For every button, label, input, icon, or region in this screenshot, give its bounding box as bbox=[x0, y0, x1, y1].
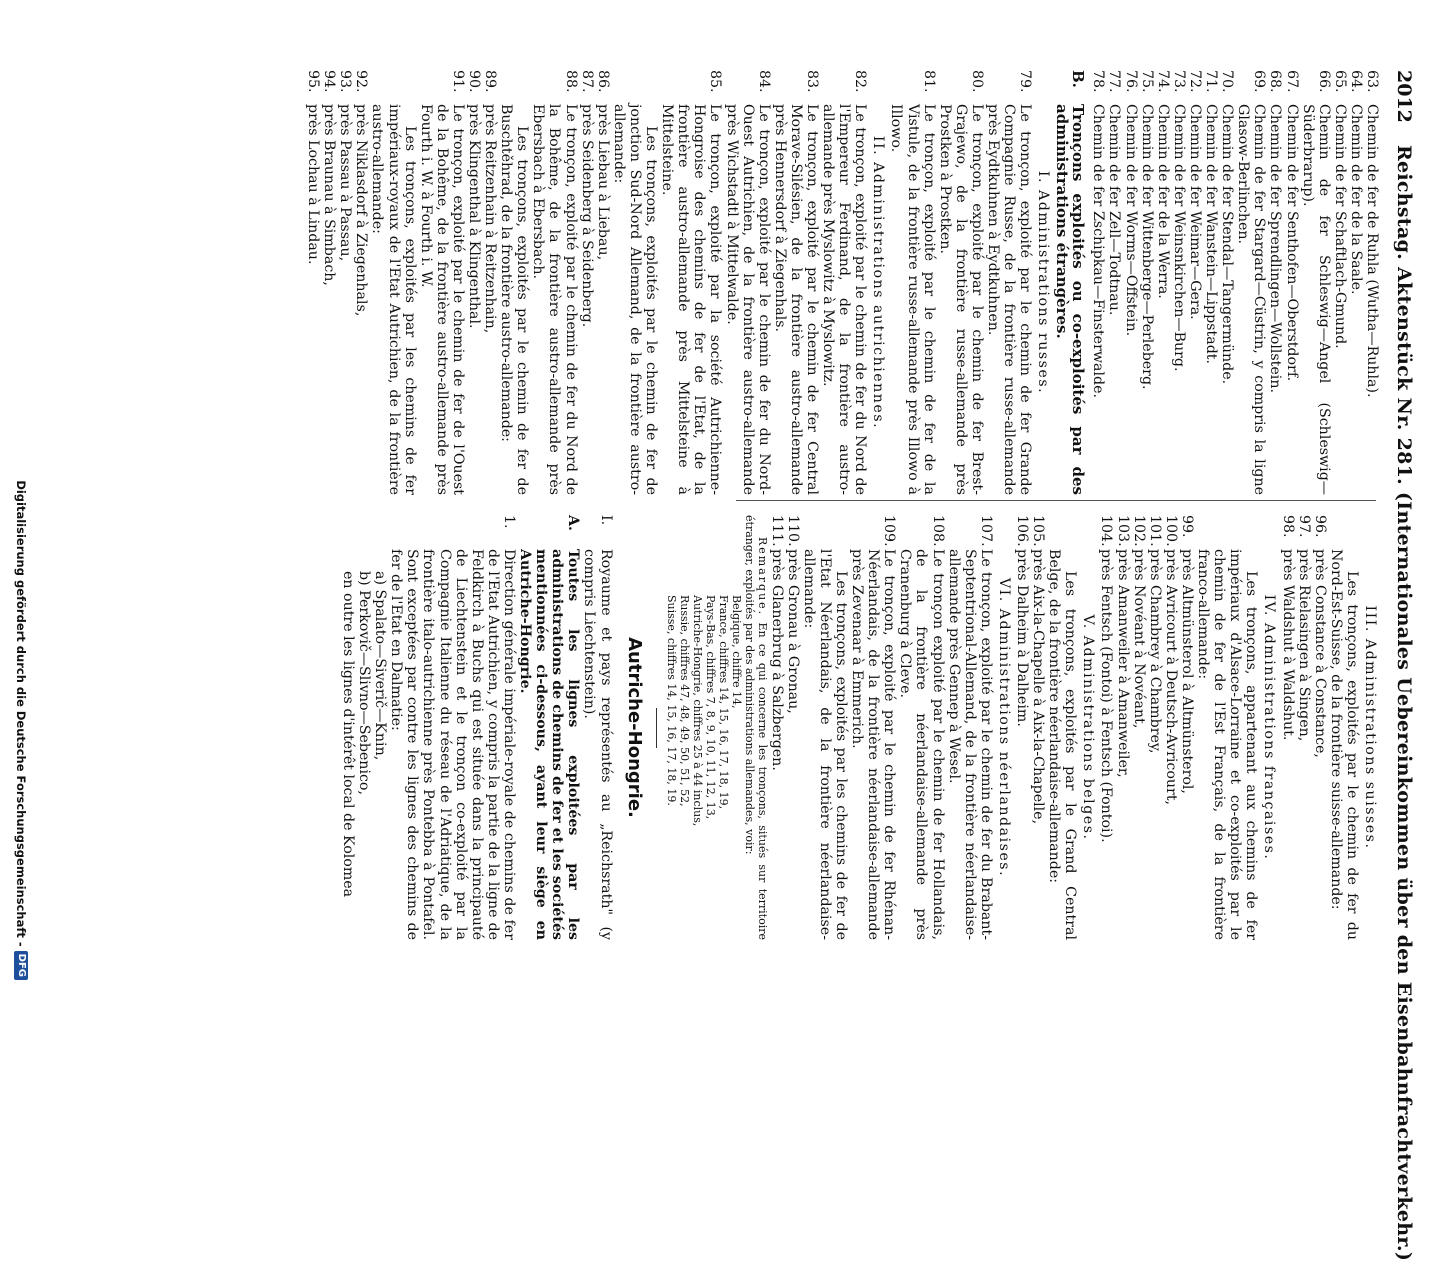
page-header bbox=[1384, 70, 1424, 1261]
entry bbox=[937, 70, 985, 495]
entry-text: près Gronau à Gronau, bbox=[784, 549, 801, 714]
subsection-heading: I. Administrations russes. bbox=[1035, 170, 1052, 395]
entry-number: 111. bbox=[768, 515, 785, 547]
section-label: B. bbox=[1069, 70, 1088, 88]
paragraph: Les tronçons, exploités par les chemins de fer de l'Etat Néerlandais, de la frontière néerlandaise-allemande: bbox=[800, 549, 849, 940]
entry bbox=[1131, 515, 1147, 940]
entry-number: 1. bbox=[500, 515, 517, 529]
entry bbox=[769, 515, 785, 940]
list-item: Suisse, chiffres 14, 15, 16, 17, 18, 19. bbox=[664, 595, 678, 806]
sub-item: a) Spalato—Siverič—Knin, bbox=[372, 571, 389, 761]
subsection-heading: V. Administrations belges. bbox=[1080, 614, 1097, 841]
page-number: 2012 bbox=[1393, 70, 1415, 123]
entry bbox=[1300, 70, 1332, 495]
entry-text: Chemin de fer Stargard—Cüstrin, y compris la ligne Glasow-Berlinchen. bbox=[1235, 104, 1268, 495]
entry-number: 70. bbox=[1219, 70, 1236, 93]
entry bbox=[897, 515, 945, 940]
entry-number: 90. bbox=[466, 70, 483, 93]
entry bbox=[1296, 515, 1312, 940]
entry-number: 83. bbox=[804, 70, 820, 93]
entry-number: 105. bbox=[1030, 515, 1047, 547]
entry bbox=[305, 70, 321, 495]
entry-text: près Lochau à Lindau. bbox=[305, 104, 322, 265]
paragraph: Les tronçons, exploités par le chemin de fer du Nord-Est-Suisse, de la frontière suisse-allemande: bbox=[1327, 549, 1360, 940]
entry-number: 100. bbox=[1162, 515, 1179, 547]
entries-list bbox=[849, 515, 994, 940]
entry-number: I. bbox=[597, 515, 614, 526]
list-item: Belgique, chiffre 14, bbox=[729, 595, 743, 709]
entries-list bbox=[1090, 70, 1380, 495]
entry-number: 71. bbox=[1203, 70, 1220, 93]
entry-text: Chemin de fer Zschipkau—Finsterwalde. bbox=[1090, 104, 1107, 398]
entry-text: près Seidenberg à Seidenberg. bbox=[578, 104, 595, 328]
page-title: Reichstag. Aktenstück Nr. 281. (Internationales Uebereinkommen über den Eisenbahnfrachtverkehr.) bbox=[1393, 144, 1415, 1261]
entry bbox=[659, 70, 723, 495]
entries-list bbox=[530, 70, 610, 495]
list-item: Russie, chiffres 47, 48, 49, 50, 51, 52, bbox=[677, 595, 691, 807]
entries-list bbox=[769, 515, 801, 940]
entry-number: 99. bbox=[1178, 515, 1195, 538]
entry-number: 98. bbox=[1279, 515, 1296, 538]
list-item: France, chiffres 14, 15, 16, 17, 18, 19, bbox=[716, 595, 730, 810]
entry bbox=[1163, 515, 1179, 940]
entry-text: Le tronçon, exploité par le chemin de fer du Brabant-Septentrional-Allemand, de la frontière néerlandaise-allemande près Gennep à Wesel. bbox=[945, 549, 994, 940]
entry bbox=[418, 70, 466, 495]
subsection-heading: VI. Administrations néerlandaises. bbox=[995, 577, 1012, 878]
subsection-heading: II. Administrations autrichiennes. bbox=[870, 135, 887, 430]
entry-text: Chemin de fer Schaftlach-Gmund. bbox=[1331, 104, 1348, 349]
entry bbox=[1203, 70, 1219, 495]
entry bbox=[1098, 515, 1114, 940]
section-text: Tronçons exploités ou co-exploités par des administrations étrangères. bbox=[1052, 104, 1088, 495]
entry bbox=[1030, 515, 1046, 940]
entry-text: Le tronçon, exploité par le chemin de fer du Nord de l'Empereur Ferdinand, de la frontière austro-allemande près Myslowitz à Myslowitz. bbox=[820, 104, 869, 495]
entry-text: Le tronçon, exploité par le chemin de fer Brest-Grajewo, de la frontière russe-allemande près Prostken à Prostken. bbox=[936, 104, 985, 495]
dfg-logo: DFG bbox=[14, 951, 28, 980]
entry-number: 91. bbox=[449, 70, 466, 93]
entry bbox=[353, 70, 369, 495]
entry-number: 68. bbox=[1267, 70, 1284, 93]
left-column bbox=[305, 70, 1380, 495]
entry bbox=[1106, 70, 1122, 495]
entry-text: Direction générale impériale-royale de chemins de fer de l'Etat Autrichien, y compris la partie de la ligne de Feldkirch à Buchs qui est située dans la principauté de Liechtenstein et le tronçon co-exploité par la Compagnie Italienne du réseau de l'Adriatique, de la frontière italo-autrichienne près Pontebba à Pontafel. Sont exceptées par contre les lignes des chemins de fer de l'Etat en Dalmatie: bbox=[388, 549, 517, 940]
entry bbox=[1219, 70, 1235, 495]
entry-text: Chemin de fer Wittenberge—Perleberg. bbox=[1138, 104, 1155, 390]
entry-number: 80. bbox=[968, 70, 985, 93]
entry-text: Le tronçon, exploité par la société Autrichienne-Hongroise des chemins de fer de l'Etat, de la frontière austro-allemande près Mittelsteine à Mittelsteine. bbox=[659, 104, 724, 495]
entry bbox=[1123, 70, 1139, 495]
entry bbox=[946, 515, 994, 940]
entry-number: 81. bbox=[920, 70, 937, 93]
entry-text: Chemin de fer Weinsnkirchen—Burg. bbox=[1170, 104, 1187, 372]
entry bbox=[579, 70, 595, 495]
entry-text: près Rielasingen à Singen, bbox=[1295, 549, 1312, 742]
entry-text: près Novéant à Novéant, bbox=[1130, 549, 1147, 729]
entry-number: 65. bbox=[1331, 70, 1348, 93]
entry-number: 103. bbox=[1114, 515, 1131, 547]
entry-number: 77. bbox=[1106, 70, 1123, 93]
entry bbox=[1139, 70, 1155, 495]
paragraph: Les tronçons, exploités par le chemin de fer de jonction Sud-Nord Allemand, de la frontière austro-allemande: bbox=[610, 104, 660, 495]
entry-text: Le tronçon, exploité par le chemin de fer de la Vistule, de la frontière russe-allemande près Illowo à Illowo. bbox=[888, 104, 937, 495]
column-divider bbox=[736, 500, 1376, 501]
entry-text: près Braunau à Simbach, bbox=[321, 104, 338, 286]
entry-number: 109. bbox=[881, 515, 898, 547]
entry bbox=[1115, 515, 1131, 940]
entry bbox=[1235, 70, 1267, 495]
paragraph: en outre les lignes d'intérêt local de Kolomea bbox=[340, 571, 357, 898]
entry bbox=[1014, 515, 1030, 940]
remark-list bbox=[665, 515, 743, 940]
entry-text: Chemin de fer Schleswig—Angel (Schleswig—Süderbrarup). bbox=[1299, 104, 1332, 495]
entry-text: Chemin de fer Weimar—Gera. bbox=[1186, 104, 1203, 320]
entry-text: Le tronçon, exploité par le chemin de fer de l'Ouest de la Bohême, de la frontière austro-allemande près Fourth i. W. à Fourth i. W. bbox=[417, 104, 466, 495]
entry-text: près Waldshut à Waldshut. bbox=[1279, 549, 1296, 741]
entry-number: 108. bbox=[929, 515, 946, 547]
entry-number: 75. bbox=[1138, 70, 1155, 93]
section-a-heading bbox=[517, 515, 581, 940]
entry-number: 73. bbox=[1170, 70, 1187, 93]
entry-number: 102. bbox=[1130, 515, 1147, 547]
entry-text: Chemin de fer Sprendlingen—Wollstein. bbox=[1267, 104, 1284, 393]
entry bbox=[581, 515, 613, 940]
entry-number: 87. bbox=[578, 70, 595, 93]
entry bbox=[849, 515, 897, 940]
paragraph: Les tronçons, exploités par le chemin de fer de Buschtěhrad, de la frontière austro-allemande: bbox=[498, 104, 531, 495]
entry bbox=[1147, 515, 1163, 940]
entry bbox=[1179, 515, 1195, 940]
entry-number: 95. bbox=[305, 70, 322, 93]
entry-number: 78. bbox=[1090, 70, 1107, 93]
entry-number: 82. bbox=[852, 70, 869, 93]
entry-text: Chemin de fer de la Werra. bbox=[1154, 104, 1171, 299]
entry bbox=[1187, 70, 1203, 495]
entry-number: 92. bbox=[353, 70, 370, 93]
entry-number: 79. bbox=[1017, 70, 1034, 93]
entry-number: 63. bbox=[1364, 70, 1380, 93]
entry bbox=[1155, 70, 1171, 495]
entry-text: Chemin de fer Worms—Offstein. bbox=[1122, 104, 1139, 337]
section-label: A. bbox=[565, 515, 582, 531]
entry-number: 66. bbox=[1315, 70, 1332, 93]
entry-text: près Passau à Passau, bbox=[337, 104, 354, 262]
entry-text: Chemin de fer Stendal—Tangermünde. bbox=[1219, 104, 1236, 385]
entry bbox=[888, 70, 936, 495]
entry bbox=[466, 70, 482, 495]
entry-text: près Liebau à Liebau, bbox=[594, 104, 611, 261]
entry-number: 67. bbox=[1283, 70, 1300, 93]
entry-number: 69. bbox=[1251, 70, 1268, 93]
entry-text: Le tronçon, exploité par le chemin de fer du Nord de la Bohême, de la frontière austro-allemande près Ebersbach à Ebersbach. bbox=[530, 104, 579, 495]
separator-rule bbox=[656, 708, 657, 748]
section-b-heading bbox=[1053, 70, 1086, 495]
digitization-footer bbox=[6, 0, 36, 1000]
entries-list bbox=[1098, 515, 1195, 940]
entry-text: Chemin de fer Senthofen—Oberstdorf. bbox=[1283, 104, 1300, 382]
entry bbox=[985, 70, 1033, 495]
entry bbox=[337, 70, 353, 495]
entry bbox=[1364, 70, 1380, 495]
entry-text: près Altmünsterol à Altmünsterol, bbox=[1178, 549, 1195, 794]
entry-number: 88. bbox=[562, 70, 579, 93]
entry bbox=[785, 515, 801, 940]
entries-list bbox=[305, 70, 369, 495]
entry bbox=[482, 70, 498, 495]
entry-text: près Amanweiler à Amanweiler, bbox=[1114, 549, 1131, 778]
entry-text: Le tronçon, exploité par le chemin de fer Rhénan-Néerlandais, de la frontière néerlandaise-allemande près Zevenaar à Emmerich. bbox=[849, 549, 898, 940]
entries-list bbox=[888, 70, 1033, 495]
entry-text: Chemin de fer de la Saale. bbox=[1347, 104, 1364, 295]
entry-text: Royaume et pays représentés au „Reichsrath" (y compris Liechtenstein). bbox=[581, 549, 614, 940]
subsection-heading: IV. Administrations françaises. bbox=[1261, 594, 1278, 861]
entry bbox=[772, 70, 820, 495]
entry-number: 110. bbox=[784, 515, 801, 547]
entries-list bbox=[1279, 515, 1327, 940]
entry-text: Chemin de fer Wanstein—Lippstadt. bbox=[1203, 104, 1220, 364]
entry bbox=[1279, 515, 1295, 940]
entry-number: 93. bbox=[337, 70, 354, 93]
entries-list bbox=[418, 70, 498, 495]
entry-text: près Constance à Constance, bbox=[1311, 549, 1328, 758]
country-heading: Autriche-Hongrie. bbox=[623, 637, 645, 818]
entry bbox=[723, 70, 771, 495]
entry bbox=[1332, 70, 1348, 495]
entry-number: 97. bbox=[1295, 515, 1312, 538]
entry-number: 86. bbox=[594, 70, 611, 93]
entry-number: 94. bbox=[321, 70, 338, 93]
entry-number: 96. bbox=[1311, 515, 1328, 538]
list-item: Pays-Bas, chiffres 7, 8, 9, 10, 11, 12, 13, bbox=[703, 595, 717, 820]
entry-number: 101. bbox=[1146, 515, 1163, 547]
entry bbox=[388, 515, 517, 940]
entry-text: Chemin de fer de Ruhla (Wutha—Ruhla). bbox=[1364, 104, 1380, 398]
section-text: Toutes les lignes exploitées par les administrations de chemins de fer et les sociétés mentionnées ci-dessous, ayant leur siège en Autriche-Hongrie. bbox=[517, 549, 582, 940]
entry-number: 85. bbox=[707, 70, 724, 93]
entry bbox=[1283, 70, 1299, 495]
sub-item: b) Perkovič—Slivno—Sebenico, bbox=[356, 571, 373, 795]
entry-text: près Niklasdorf à Ziegenhals, bbox=[353, 104, 370, 317]
entry bbox=[1348, 70, 1364, 495]
entry-text: près Glanerbrug à Salzbergen. bbox=[768, 549, 785, 771]
entry-text: près Aix-la-Chapelle à Aix-la-Chapelle, bbox=[1030, 549, 1047, 825]
subsection-heading: III. Administrations suisses. bbox=[1362, 605, 1378, 850]
entry bbox=[1312, 515, 1328, 940]
entry-number: 84. bbox=[755, 70, 772, 93]
entry-number: 107. bbox=[977, 515, 994, 547]
entry-number: 64. bbox=[1347, 70, 1364, 93]
entry-text: près Avricourt à Deutsch-Avricourt, bbox=[1162, 549, 1179, 806]
right-column bbox=[340, 515, 1380, 940]
entry bbox=[1090, 70, 1106, 495]
remark-body: En ce qui concerne les tronçons, situés sur territoire étranger, exploités par des administrations allemandes, voir: bbox=[742, 515, 769, 941]
entry-number: 104. bbox=[1098, 515, 1115, 547]
footer-text: Digitalisierung gefördert durch die Deutsche Forschungsgemeinschaft - bbox=[14, 480, 28, 947]
entry bbox=[1171, 70, 1187, 495]
paragraph: Les tronçons, appartenant aux chemins de fer impériaux d'Alsace-Lorraine et co-exploités par le chemin de fer de l'Est Français, de la frontière franco-allemande: bbox=[1195, 549, 1260, 940]
entry-text: près Reitzenhain à Reitzenhain, bbox=[482, 104, 499, 334]
entry-text: près Klingenthal à Klingenthal. bbox=[466, 104, 483, 329]
remark-label: Remarque. bbox=[755, 537, 769, 617]
paragraph: Les tronçons, exploités par les chemins de fer impériaux-royaux de l'Etat Autrichien, de la frontière austro-allemande: bbox=[369, 104, 418, 495]
entry-text: Le tronçon, exploité par le chemin de fer Central Morave-Silésien, de la frontière austro-allemande près Hennersdorf à Ziegenhals. bbox=[771, 104, 820, 495]
entry-number: 72. bbox=[1186, 70, 1203, 93]
entry-text: Chemin de fer Zell—Todtnau. bbox=[1106, 104, 1123, 316]
entry-text: près Chambrey à Chambrey, bbox=[1146, 549, 1163, 754]
entry-number: 106. bbox=[1014, 515, 1031, 547]
entry-text: Le tronçon exploité par le chemin de fer Hollandais, de la frontière néerlandaise-allemande près Cranenburg à Cleve. bbox=[897, 549, 946, 940]
entries-list bbox=[659, 70, 868, 495]
paragraph: Les tronçons, exploités par le Grand Central Belge, de la frontière néerlandaise-allemande: bbox=[1046, 549, 1079, 940]
entries-list bbox=[1014, 515, 1046, 940]
entry-number: 74. bbox=[1154, 70, 1171, 93]
entry-text: Le tronçon, exploité par le chemin de fer Grande Compagnie Russe, de la frontière russe-allemande près Eydtkuhnen à Eydtkuhnen. bbox=[985, 104, 1034, 495]
entry-number: 89. bbox=[482, 70, 499, 93]
entry bbox=[820, 70, 868, 495]
entry-number: 76. bbox=[1122, 70, 1139, 93]
remark-text bbox=[743, 515, 769, 940]
list-item: Autriche-Hongrie, chiffres 25 à 44 inclus, bbox=[690, 595, 704, 827]
entry bbox=[530, 70, 578, 495]
remark-block bbox=[665, 515, 769, 940]
entry bbox=[321, 70, 337, 495]
entry-text: près Dalheim à Dalheim. bbox=[1014, 549, 1031, 727]
entry bbox=[1267, 70, 1283, 495]
entry-text: près Fentsch (Fontoi) à Fentsch (Fontoi). bbox=[1098, 549, 1115, 843]
entry bbox=[595, 70, 611, 495]
entry-text: Le tronçon, exploité par le chemin de fer du Nord-Ouest Autrichien, de la frontière austro-allemande près Wichstadtl à Mittelwalde. bbox=[723, 104, 772, 495]
